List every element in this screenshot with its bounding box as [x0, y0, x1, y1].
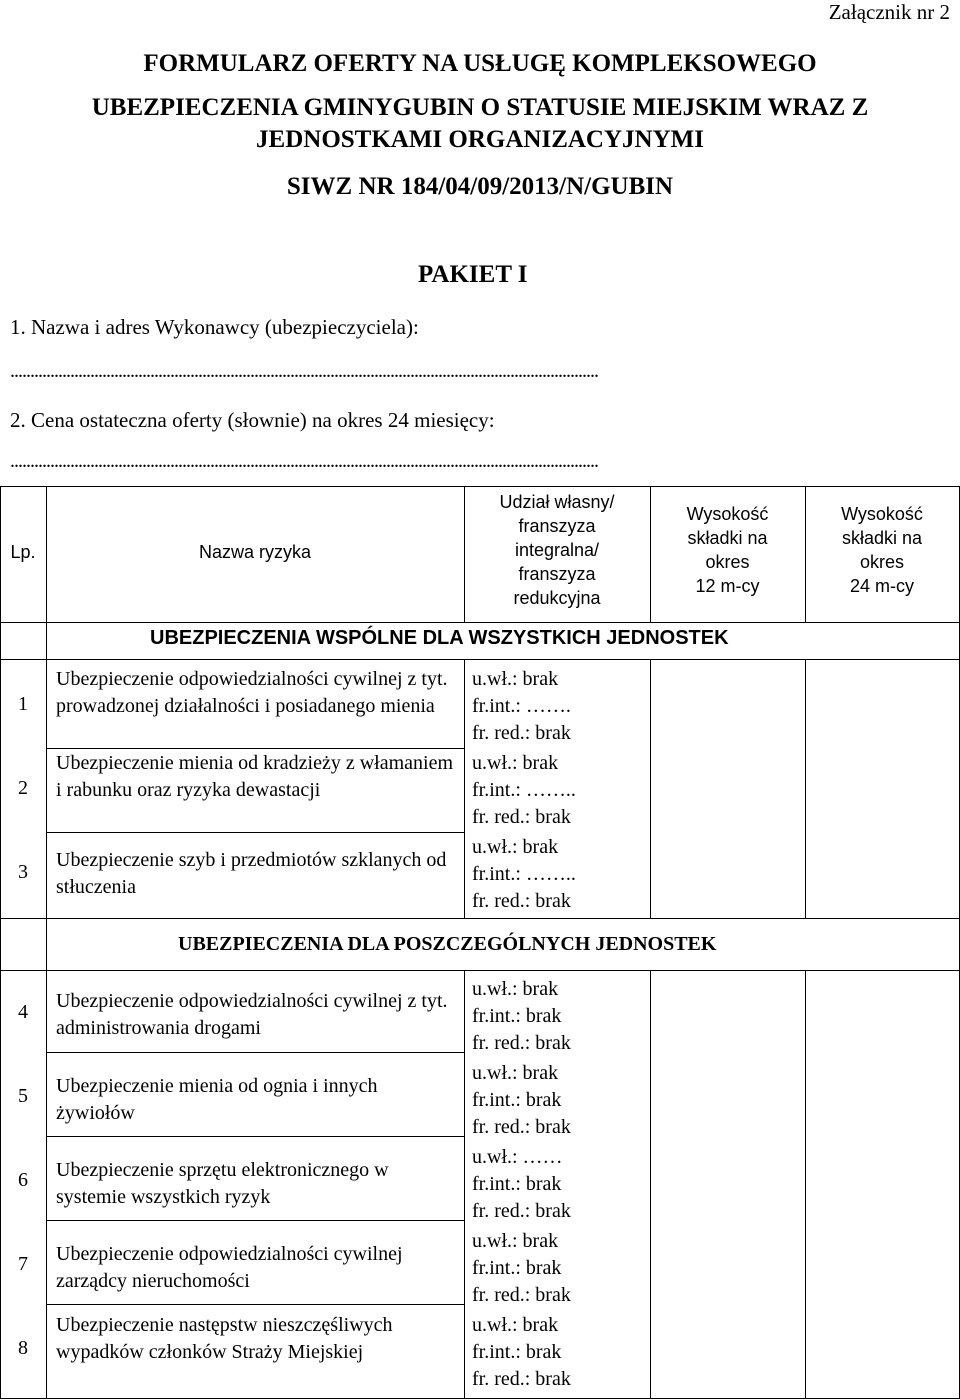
row-risk-name: Ubezpieczenie szyb i przedmiotów szklanych od stłuczenia [56, 849, 447, 898]
row-deductible: u.wł.: brak fr.int.: ……. fr. red.: brak [472, 668, 571, 744]
row-deductible: u.wł.: brak fr.int.: brak fr. red.: brak [472, 1230, 571, 1306]
row-risk-name: Ubezpieczenie mienia od kradzieży z włamaniem i rabunku oraz ryzyka dewastacji [56, 752, 454, 801]
row-divider-1 [46, 748, 464, 749]
header-deductible: Udział własny/ franszyza integralna/ franszyza redukcyjna [499, 492, 615, 608]
col-divider-p12-s1 [805, 659, 806, 919]
row-deductible: u.wł.: brak fr.int.: brak fr. red.: brak [472, 1062, 571, 1138]
table-border-bottom [0, 1398, 960, 1399]
package-heading: PAKIET I [418, 261, 528, 288]
col-divider-p12-s2 [805, 970, 806, 1399]
row-lp: 2 [18, 777, 28, 799]
row-risk-name: Ubezpieczenie odpowiedzialności cywilnej z tyt. administrowania drogami [56, 990, 448, 1039]
col-divider-name-s1 [464, 659, 465, 919]
row-deductible: u.wł.: brak fr.int.: …….. fr. red.: brak [472, 752, 576, 828]
row-lp: 3 [18, 861, 28, 883]
col-divider-ded-s2 [650, 970, 651, 1399]
row-risk-name: Ubezpieczenie następstw nieszczęśliwych wypadków członków Straży Miejskiej [56, 1314, 393, 1363]
header-premium-24: Wysokość składki na okres 24 m-cy [841, 504, 923, 596]
row-lp: 6 [18, 1169, 28, 1191]
table-section2-bottom [0, 970, 960, 971]
table-section2-top [0, 918, 960, 919]
row-divider-2 [46, 832, 464, 833]
table-lp-line [0, 659, 46, 660]
title-line-3: JEDNOSTKAMI ORGANIZACYJNYMI [256, 126, 704, 153]
header-premium-12: Wysokość składki na okres 12 m-cy [686, 504, 769, 596]
contractor-label: 1. Nazwa i adres Wykonawcy (ubezpieczyciela): [10, 315, 419, 339]
row-divider-6 [46, 1220, 464, 1221]
row-divider-7 [46, 1304, 464, 1305]
row-risk-name: Ubezpieczenie odpowiedzialności cywilnej z tyt. prowadzonej działalności i posiadanego mienia [56, 668, 448, 717]
header-name: Nazwa ryzyka [198, 542, 312, 562]
section-individual-heading: UBEZPIECZENIA DLA POSZCZEGÓLNYCH JEDNOSTEK [178, 933, 717, 955]
table-header-bottom [0, 622, 960, 623]
title-line-1: FORMULARZ OFERTY NA USŁUGĘ KOMPLEKSOWEGO [143, 50, 817, 77]
col-divider-ded-s1 [650, 659, 651, 919]
row-risk-name: Ubezpieczenie mienia od ognia i innych żywiołów [56, 1075, 378, 1124]
row-deductible: u.wł.: brak fr.int.: brak fr. red.: brak [472, 1314, 571, 1390]
price-dots-field[interactable]: ................................................................................................................................................... [10, 450, 598, 472]
row-risk-name: Ubezpieczenie sprzętu elektronicznego w systemie wszystkich ryzyk [56, 1159, 389, 1208]
col-divider-name-s2 [464, 970, 465, 1399]
row-risk-name: Ubezpieczenie odpowiedzialności cywilnej zarządcy nieruchomości [56, 1243, 403, 1292]
row-deductible: u.wł.: …… fr.int.: brak fr. red.: brak [472, 1146, 571, 1222]
row-lp: 1 [18, 693, 28, 715]
row-lp: 7 [18, 1253, 28, 1275]
section-common-heading: UBEZPIECZENIA WSPÓLNE DLA WSZYSTKICH JEDNOSTEK [150, 627, 729, 649]
row-lp: 4 [18, 1001, 28, 1023]
col-divider-lp [46, 486, 47, 1399]
row-deductible: u.wł.: brak fr.int.: brak fr. red.: brak [472, 978, 571, 1054]
row-divider-5 [46, 1136, 464, 1137]
row-lp: 8 [18, 1337, 28, 1359]
attachment-label: Załącznik nr 2 [828, 0, 950, 24]
header-lp: Lp. [10, 542, 36, 562]
row-divider-4 [46, 1052, 464, 1053]
row-deductible: u.wł.: brak fr.int.: …….. fr. red.: brak [472, 836, 576, 912]
price-label: 2. Cena ostateczna oferty (słownie) na okres 24 miesięcy: [10, 408, 495, 432]
title-line-2: UBEZPIECZENIA GMINYGUBIN O STATUSIE MIEJSKIM WRAZ Z [91, 94, 869, 121]
contractor-dots-field[interactable]: ................................................................................................................................................... [10, 360, 598, 382]
risk-table [0, 486, 960, 1400]
row-lp: 5 [18, 1085, 28, 1107]
table-border-top [0, 486, 960, 487]
title-line-4: SIWZ NR 184/04/09/2013/N/GUBIN [286, 173, 674, 200]
table-section1-bottom [46, 659, 959, 660]
